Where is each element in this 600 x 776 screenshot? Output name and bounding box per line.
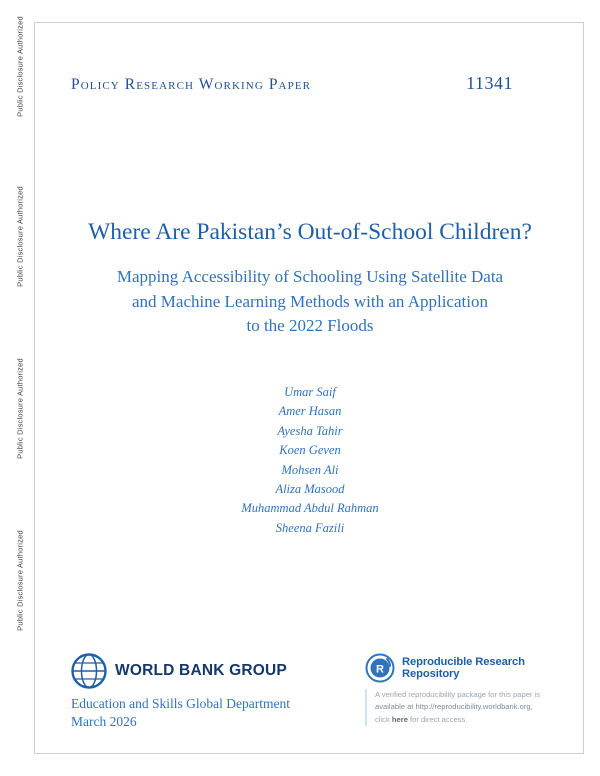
page-title: Where Are Pakistan’s Out-of-School Children?	[88, 219, 532, 245]
disclosure-label-4: Public Disclosure Authorized	[15, 530, 25, 631]
author-name: Umar Saif	[284, 385, 336, 399]
subtitle-line-2: and Machine Learning Methods with an Application	[132, 291, 488, 311]
page-subtitle	[65, 265, 555, 337]
series-title: Policy Research Working Paper	[71, 76, 312, 93]
reproducible-research-title: Reproducible Research Repository	[402, 656, 525, 680]
author-name: Amer Hasan	[278, 404, 342, 419]
world-bank-department: Education and Skills Global Department	[71, 696, 290, 711]
publication-date: March 2026	[71, 714, 137, 730]
reproducible-note-line-3-pre: click	[375, 714, 392, 724]
reproducible-here-link[interactable]: here	[391, 714, 408, 724]
reproducible-research-badge-icon	[365, 653, 395, 683]
subtitle-line-1: Mapping Accessibility of Schooling Using Satellite Data	[116, 267, 504, 287]
disclosure-strip	[0, 0, 34, 776]
author-list	[65, 383, 555, 538]
header	[71, 73, 551, 94]
world-bank-globe-icon	[71, 653, 107, 689]
cover-page	[34, 22, 584, 754]
reproducible-research-brand	[365, 653, 555, 683]
world-bank-block	[71, 653, 371, 731]
paper-number: 11341	[466, 73, 513, 93]
reproducible-research-block	[365, 653, 555, 726]
disclosure-label-3: Public Disclosure Authorized	[15, 358, 25, 459]
author-name: Ayesha Tahir	[277, 423, 343, 438]
svg-text:R: R	[376, 663, 384, 676]
author-name: Koen Geven	[279, 443, 341, 458]
reproducible-note-line-1: A verified reproducibility package for this paper is	[375, 690, 541, 699]
author-name: Aliza Masood	[275, 481, 345, 496]
world-bank-brand	[71, 653, 371, 689]
reproducible-note-line-3-post: for direct access.	[407, 714, 468, 724]
disclosure-label-2: Public Disclosure Authorized	[15, 186, 25, 287]
subtitle-line-3: to the 2022 Floods	[246, 315, 374, 335]
world-bank-name: WORLD BANK GROUP	[115, 662, 287, 679]
title-block	[65, 218, 555, 338]
author-name: Muhammad Abdul Rahman	[241, 501, 379, 516]
reproducible-research-note	[365, 689, 555, 726]
author-name: Sheena Fazili	[275, 520, 345, 535]
disclosure-label-1: Public Disclosure Authorized	[15, 16, 25, 117]
reproducible-note-line-2: available at http://reproducibility.worldbank.org,	[375, 702, 533, 712]
author-name: Mohsen Ali	[281, 462, 339, 477]
